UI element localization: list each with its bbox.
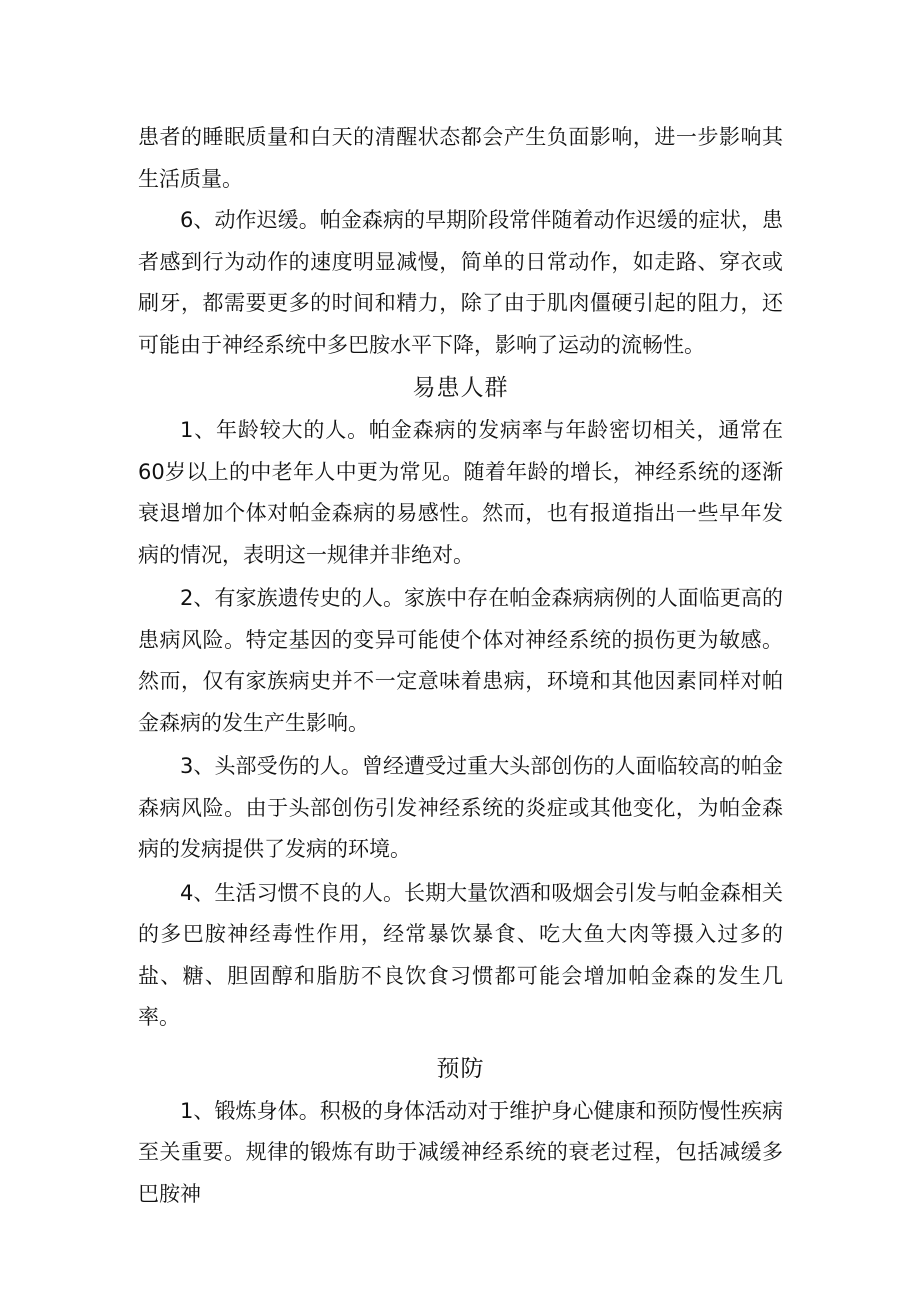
- paragraph-at-risk-2: 2、有家族遗传史的人。家族中存在帕金森病病例的人面临更高的患病风险。特定基因的变异可能使个体对神经系统的损伤更为敏感。然而，仅有家族病史并不一定意味着患病，环境和其他因素同样对帕金森病的发生产生影响。: [138, 586, 783, 735]
- paragraph-at-risk-1: 1、年龄较大的人。帕金森病的发病率与年龄密切相关，通常在60岁以上的中老年人中更为常见。随着年龄的增长，神经系统的逐渐衰退增加个体对帕金森病的易感性。然而，也有报道指出一些早年发病的情况，表明这一规律并非绝对。: [138, 418, 783, 567]
- paragraph-continuation: 患者的睡眠质量和白天的清醒状态都会产生负面影响，进一步影响其生活质量。: [138, 125, 783, 191]
- paragraph-at-risk-3: 3、头部受伤的人。曾经遭受过重大头部创伤的人面临较高的帕金森病风险。由于头部创伤引发神经系统的炎症或其他变化，为帕金森病的发病提供了发病的环境。: [138, 754, 783, 861]
- section-heading-prevention: 预防: [436, 1055, 485, 1082]
- paragraph-prevention-1: 1、锻炼身体。积极的身体活动对于维护身心健康和预防慢性疾病至关重要。规律的锻炼有助于减缓神经系统的衰老过程，包括减缓多巴胺神: [138, 1098, 783, 1206]
- document-body: [138, 117, 783, 1215]
- section-heading-at-risk: 易患人群: [412, 375, 509, 401]
- paragraph-at-risk-4: 4、生活习惯不良的人。长期大量饮酒和吸烟会引发与帕金森相关的多巴胺神经毒性作用，经常暴饮暴食、吃大鱼大肉等摄入过多的盐、糖、胆固醇和脂肪不良饮食习惯都可能会增加帕金森的发生几率。: [138, 880, 783, 1029]
- paragraph-symptom-6: 6、动作迟缓。帕金森病的早期阶段常伴随着动作迟缓的症状，患者感到行为动作的速度明显减慢，简单的日常动作，如走路、穿衣或刷牙，都需要更多的时间和精力，除了由于肌肉僵硬引起的阻力，还可能由于神经系统中多巴胺水平下降，影响了运动的流畅性。: [138, 208, 783, 357]
